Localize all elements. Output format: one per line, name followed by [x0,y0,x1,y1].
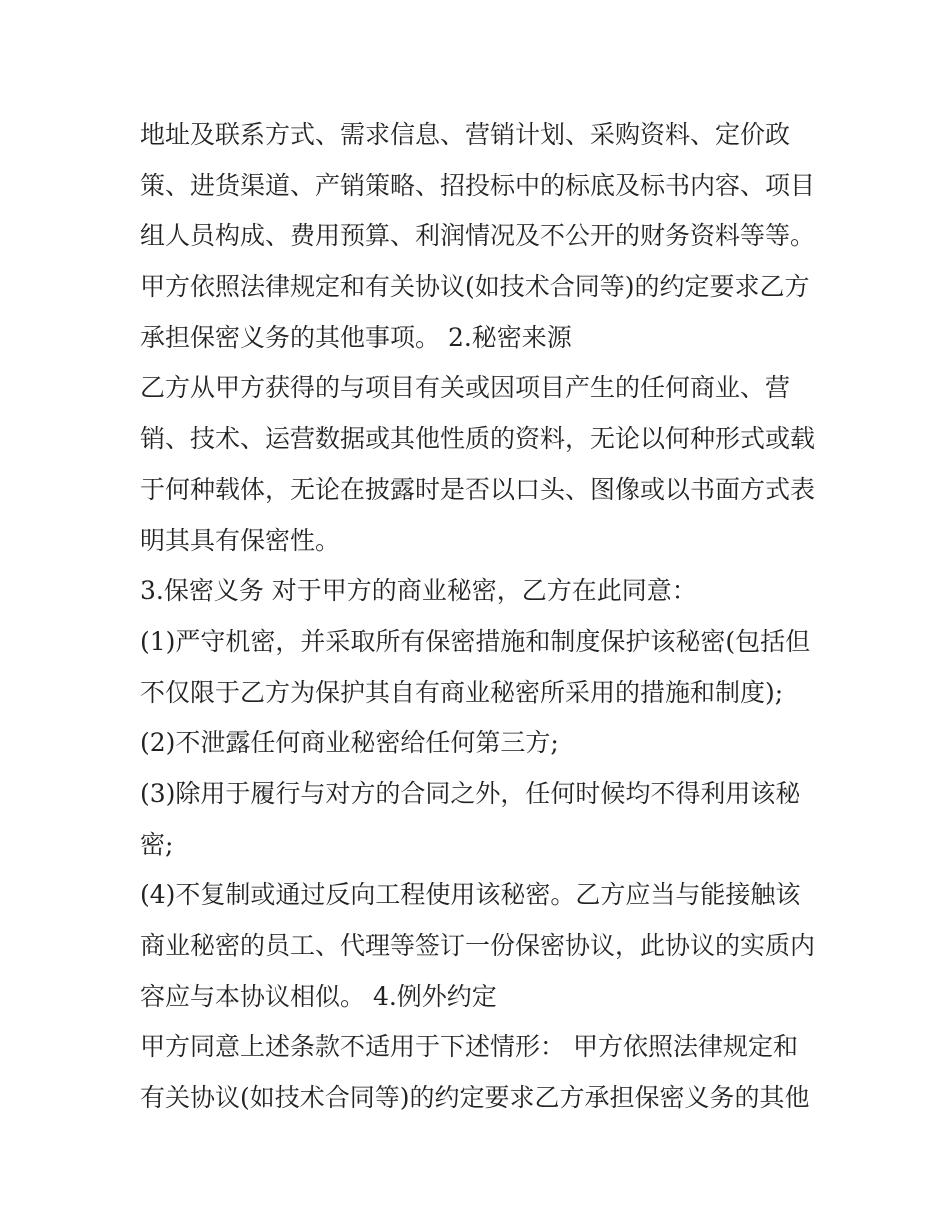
text-line: 地址及联系方式、需求信息、营销计划、采购资料、定价政 [140,120,791,149]
text-line: (2)不泄露任何商业秘密给任何第三方; [140,728,559,758]
text-line: 甲方同意上述条款不适用于下述情形： 甲方依照法律规定和 [140,1032,798,1062]
text-line: 有关协议(如技术合同等)的约定要求乙方承担保密义务的其他 [140,1083,810,1113]
text-line: 不仅限于乙方为保护其自有商业秘密所采用的措施和制度); [140,677,784,707]
text-line: 于何种载体，无论在披露时是否以口头、图像或以书面方式表 [140,474,816,504]
text-line: 甲方依照法律规定和有关协议(如技术合同等)的约定要求乙方 [140,272,810,302]
text-line: 商业秘密的员工、代理等签订一份保密协议，此协议的实质内 [140,931,816,960]
text-line: 容应与本协议相似。 4.例外约定 [140,981,497,1011]
text-line: 组人员构成、费用预算、利润情况及不公开的财务资料等等。 [140,221,816,251]
text-line: 明其具有保密性。 [140,525,341,555]
text-line: 承担保密义务的其他事项。 2.秘密来源 [140,322,572,352]
text-line: 销、技术、运营数据或其他性质的资料，无论以何种形式或载 [140,424,816,454]
text-line: (3)除用于履行与对方的合同之外，任何时候均不得利用该秘 [140,778,801,808]
text-line: 3.保密义务 对于甲方的商业秘密，乙方在此同意： [140,576,697,606]
text-line: (4)不复制或通过反向工程使用该秘密。乙方应当与能接触该 [140,880,801,910]
text-line: 策、进货渠道、产销策略、招投标中的标底及标书内容、项目 [140,170,816,200]
text-line: 乙方从甲方获得的与项目有关或因项目产生的任何商业、营 [140,373,791,403]
text-line: 密; [140,829,174,859]
document-body [140,110,830,1124]
text-line: (1)严守机密，并采取所有保密措施和制度保护该秘密(包括但 [140,626,811,656]
